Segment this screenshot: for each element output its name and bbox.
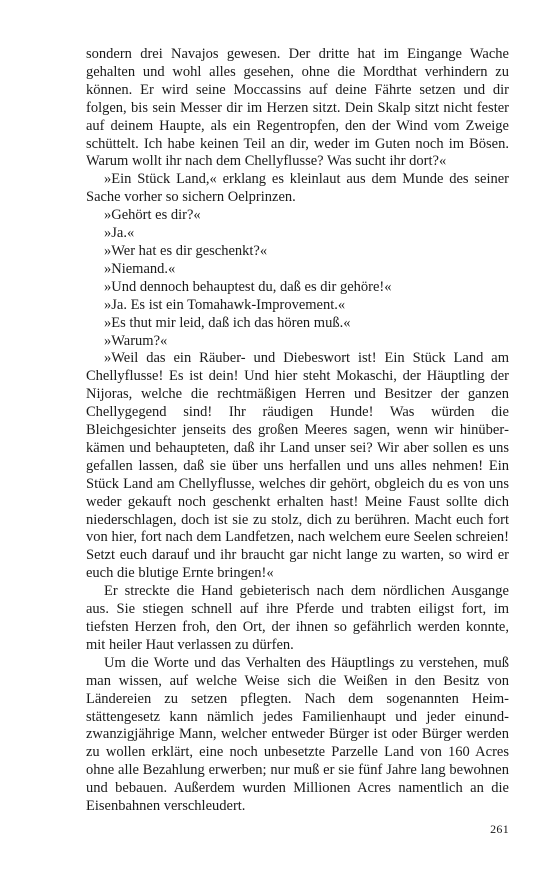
paragraph: »Weil das ein Räuber- und Diebeswort ist! Ein Stück Land am Chellyflusse! Es ist dein! Und hier steht Mokaschi, der Häuptling der Nijoras, welche die rechtmäßigen Herren und Besitzer der ganzen Chellygegend sind! Ihr räudigen Hunde! Was würden die Bleichgesichter jenseits des großen Meeres sagen, wenn wir hinüberkämen und behaupteten, daß ihr Land unser sei? Wir aber sollen es uns gefallen lassen, daß sie über uns herfallen und uns alles nehmen! Ein Stück Land am Chellyflusse, welches dir gehört, obgleich du es von uns weder gekauft noch geschenkt erhalten hast! Meine Faust sollte dich niederschlagen, doch ist sie zu stolz, dich zu berühren. Macht euch fort von hier, fort nach dem Landfetzen, nach welchem eure Seelen schreien! Setzt euch darauf und ihr braucht gar nicht lange zu warten, so wird er euch die blutige Ernte bringen!« [86,350,509,582]
dialogue-line: »Ja. Es ist ein Tomahawk-Improvement.« [104,296,346,313]
dialogue-line: »Niemand.« [104,260,176,277]
dialogue-line: »Es thut mir leid, daß ich das hören muß.« [104,314,351,331]
page-number: 261 [490,822,509,836]
dialogue-line: »Warum?« [104,332,168,349]
dialogue-line: »Und dennoch behauptest du, daß es dir gehöre!« [104,278,392,295]
paragraph: Er streckte die Hand gebieterisch nach dem nördlichen Ausgange aus. Sie stiegen schnell auf ihre Pferde und trabten eiligst fort, im tiefsten Herzen froh, den Ort, der ihnen so gefährlich werden konnte, mit heiler Haut verlassen zu dürfen. [86,583,509,653]
paragraph: »Ein Stück Land,« erklang es kleinlaut aus dem Munde des seiner Sache vorher so sichern Oelprinzen. [86,171,509,206]
dialogue-line: »Wer hat es dir geschenkt?« [104,242,268,259]
paragraph-continuation: sondern drei Navajos gewesen. Der dritte hat im Eingange Wache gehalten und wohl alles gesehen, ohne die Mordthat verhindern zu können. Er wird seine Moccassins auf deine Fährte setzen und dir folgen, bis sein Messer dir im Herzen sitzt. Dein Skalp sitzt nicht fester auf deinem Haupte, als ein Regentropfen, den der Wind vom Zweige schüttelt. Ich habe keinen Teil an dir, weder im Guten noch im Bösen. Warum wollt ihr nach dem Chellyflusse? Was sucht ihr dort?« [86,46,509,170]
dialogue-line: »Ja.« [104,225,135,242]
page-body [86,46,509,816]
paragraph: Um die Worte und das Verhalten des Häuptlings zu verstehen, muß man wissen, auf welche Weise sich die Weißen in den Besitz von Ländereien zu setzen pflegten. Nach dem sogenannten Heimstättengesetz kann nämlich jedes Familienhaupt und jeder einundzwanzigjährige Mann, welcher entweder Bürger ist oder Bürger werden zu wollen erklärt, eine noch unbesetzte Parzelle Land von 160 Acres ohne alle Bezahlung erwerben; nur muß er sie fünf Jahre lang bewohnen und bebauen. Außerdem wurden Millionen Acres namentlich an die Eisenbahnen verschleudert. [86,654,509,815]
dialogue-line: »Gehört es dir?« [104,207,201,224]
